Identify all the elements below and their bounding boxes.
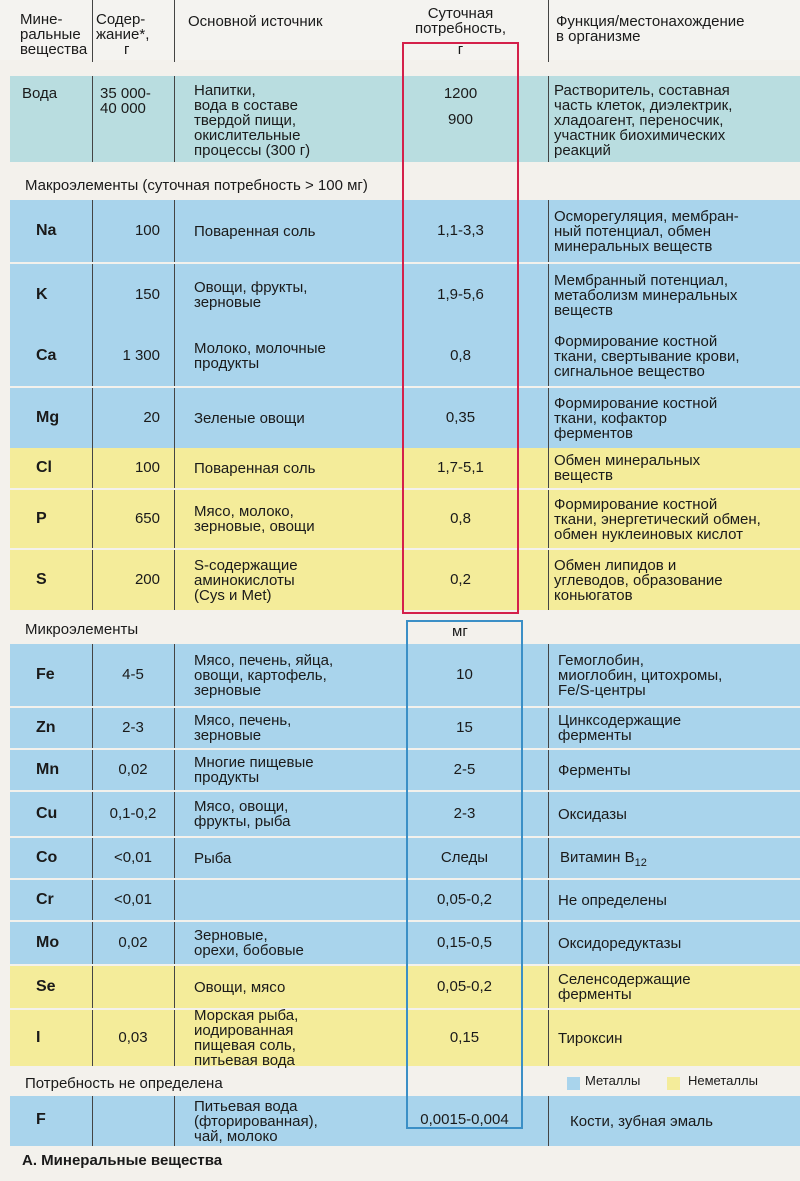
element-source: зерновые [194, 727, 262, 744]
element-symbol: Mn [36, 761, 60, 778]
element-function: ный потенциал, обмен [554, 223, 712, 240]
element-need: 0,35 [445, 409, 476, 426]
nonmetal-swatch [667, 1077, 680, 1090]
element-function: веществ [554, 302, 613, 319]
element-source: иодированная [194, 1022, 294, 1039]
water-function: Растворитель, составная [554, 82, 730, 99]
column-divider [548, 792, 549, 836]
header-col3: Основной источник [188, 13, 323, 30]
legend-metals: Металлы [585, 1073, 641, 1088]
column-divider [174, 550, 175, 610]
element-function: ткани, свертывание крови, [554, 348, 740, 365]
element-source: Рыба [194, 850, 232, 867]
element-function: Оксидоредуктазы [558, 935, 682, 952]
element-need: 0,8 [450, 347, 471, 364]
water-source: окислительные [194, 127, 301, 144]
element-content: 2-3 [122, 719, 144, 736]
element-content: 100 [134, 459, 160, 476]
undefined-title: Потребность не определена [25, 1075, 223, 1092]
element-source: (фторированная), [194, 1113, 318, 1130]
water-need: 1200 [443, 85, 478, 102]
element-need: 1,9-5,6 [437, 286, 484, 303]
column-divider [174, 490, 175, 548]
column-divider [548, 0, 549, 62]
water-need: 900 [447, 111, 474, 128]
element-symbol: S [36, 571, 47, 588]
element-symbol: K [36, 286, 48, 303]
element-content: 0,03 [118, 1029, 148, 1046]
element-source: Мясо, печень, яйца, [194, 652, 334, 669]
element-symbol: F [36, 1111, 46, 1128]
column-divider [174, 448, 175, 488]
header-col2: Содер- жание*, г [96, 11, 150, 58]
column-divider [174, 1010, 175, 1066]
column-divider [174, 750, 175, 790]
column-divider [174, 792, 175, 836]
column-divider [92, 1096, 93, 1146]
column-divider [174, 644, 175, 706]
element-content: 100 [134, 222, 160, 239]
column-divider [548, 490, 549, 548]
element-source: продукты [194, 769, 260, 786]
water-source: твердой пищи, [194, 112, 297, 129]
element-function: Кости, зубная эмаль [570, 1113, 713, 1130]
element-function: обмен нуклеиновых кислот [554, 526, 743, 543]
element-function: Ферменты [558, 762, 631, 779]
column-divider [174, 1096, 175, 1146]
water-name: Вода [22, 85, 58, 102]
element-function: ферментов [554, 425, 633, 442]
column-divider [548, 838, 549, 878]
element-need: 1,1-3,3 [437, 222, 484, 239]
element-need: 0,0015-0,004 [420, 1111, 509, 1128]
element-need: 0,2 [450, 571, 471, 588]
water-content: 35 000- [100, 85, 151, 102]
element-source: Овощи, фрукты, [194, 279, 308, 296]
element-source: Многие пищевые [194, 754, 314, 771]
water-source: процессы (300 г) [194, 142, 311, 159]
element-function: углеводов, образование [554, 572, 723, 589]
column-divider [548, 264, 549, 326]
column-divider [174, 200, 175, 262]
element-function: Цинксодержащие [558, 712, 682, 729]
element-source: (Cys и Met) [194, 587, 272, 604]
water-function: реакций [554, 142, 611, 159]
element-content: 200 [134, 571, 160, 588]
element-need: 2-3 [453, 805, 476, 822]
element-need: 0,15-0,5 [436, 934, 493, 951]
element-function: сигнальное вещество [554, 363, 705, 380]
element-function: Осморегуляция, мембран- [554, 208, 739, 225]
water-function: участник биохимических [554, 127, 726, 144]
element-content: 0,02 [118, 934, 148, 951]
element-source: S-содержащие [194, 557, 298, 574]
column-divider [174, 838, 175, 878]
element-function: Не определены [558, 892, 667, 909]
element-content: 0,02 [118, 761, 148, 778]
column-divider [548, 880, 549, 920]
element-symbol: Cl [36, 459, 52, 476]
element-need: Следы [440, 849, 489, 866]
column-divider [174, 388, 175, 448]
column-divider [174, 76, 175, 162]
element-function: ферменты [558, 986, 632, 1003]
element-function: миоглобин, цитохромы, [558, 667, 723, 684]
element-symbol: Mg [36, 409, 60, 426]
element-source: зерновые, овощи [194, 518, 315, 535]
element-content: 650 [134, 510, 160, 527]
column-divider [548, 922, 549, 964]
column-divider [548, 76, 549, 162]
element-function: Обмен минеральных [554, 452, 701, 469]
element-source: Овощи, мясо [194, 979, 286, 996]
element-function: Мембранный потенциал, [554, 272, 729, 289]
metal-swatch [567, 1077, 580, 1090]
column-divider [548, 326, 549, 386]
column-divider [92, 76, 93, 162]
element-source: пищевая соль, [194, 1037, 296, 1054]
element-function: Тироксин [558, 1030, 623, 1047]
column-divider [548, 966, 549, 1008]
element-source: зерновые [194, 682, 262, 699]
element-symbol: Se [36, 978, 56, 995]
element-function: Формирование костной [554, 496, 718, 513]
grams-need-highlight [402, 42, 519, 614]
column-divider [548, 1096, 549, 1146]
element-symbol: Mo [36, 934, 60, 951]
subscript-12: 12 [634, 857, 647, 869]
element-source: Поваренная соль [194, 223, 316, 240]
element-need: 0,15 [449, 1029, 480, 1046]
element-source: Мясо, овощи, [194, 798, 289, 815]
element-need: 15 [456, 719, 473, 736]
element-symbol: Cu [36, 805, 58, 822]
element-source: питьевая вода [194, 1052, 295, 1069]
element-need: 2-5 [453, 761, 476, 778]
column-divider [174, 922, 175, 964]
element-source: орехи, бобовые [194, 942, 304, 959]
element-function: коньюгатов [554, 587, 633, 604]
micro-unit: мг [452, 623, 468, 640]
element-source: овощи, картофель, [194, 667, 327, 684]
column-divider [174, 966, 175, 1008]
element-need: 0,8 [450, 510, 471, 527]
column-divider [174, 264, 175, 326]
element-symbol: Ca [36, 347, 57, 364]
element-symbol: I [36, 1029, 41, 1046]
header-col1: Мине- ральные вещества [20, 11, 88, 58]
element-source: зерновые [194, 294, 262, 311]
water-content: 40 000 [100, 100, 146, 117]
element-symbol: Co [36, 849, 58, 866]
element-function: Оксидазы [558, 806, 627, 823]
element-content: 1 300 [122, 347, 160, 364]
element-function: Формирование костной [554, 395, 718, 412]
element-symbol: Zn [36, 719, 56, 736]
column-divider [174, 880, 175, 920]
element-function: ферменты [558, 727, 632, 744]
element-source: Зерновые, [194, 927, 268, 944]
element-source: Молоко, молочные [194, 340, 326, 357]
element-content: <0,01 [114, 891, 152, 908]
column-divider [548, 550, 549, 610]
legend-nonmetals: Неметаллы [688, 1073, 758, 1088]
element-source: фрукты, рыба [194, 813, 291, 830]
element-source: чай, молоко [194, 1128, 278, 1145]
element-need: 10 [456, 666, 473, 683]
column-divider [548, 448, 549, 488]
element-function: Формирование костной [554, 333, 718, 350]
water-function: хладоагент, переносчик, [554, 112, 724, 129]
milligrams-need-highlight [406, 620, 523, 1129]
element-need: 1,7-5,1 [437, 459, 484, 476]
element-function: ткани, энергетический обмен, [554, 511, 761, 528]
element-source: аминокислоты [194, 572, 295, 589]
element-function: веществ [554, 467, 613, 484]
element-function: метаболизм минеральных [554, 287, 738, 304]
column-divider [174, 326, 175, 386]
element-need: 0,05-0,2 [436, 978, 493, 995]
element-source: Морская рыба, [194, 1007, 299, 1024]
element-function: Fe/S-центры [558, 682, 646, 699]
water-source: Напитки, [194, 82, 256, 99]
column-divider [174, 0, 175, 62]
element-symbol: Na [36, 222, 57, 239]
element-function: Витамин $B_{12}$ [560, 849, 647, 869]
column-divider [548, 708, 549, 748]
element-symbol: Fe [36, 666, 55, 683]
header-col5: Функция/местонахождение в организме [556, 13, 745, 45]
element-symbol: Cr [36, 891, 54, 908]
column-divider [548, 750, 549, 790]
element-source: Мясо, печень, [194, 712, 292, 729]
element-function: Гемоглобин, [558, 652, 644, 669]
element-content: <0,01 [114, 849, 152, 866]
column-divider [548, 388, 549, 448]
column-divider [548, 1010, 549, 1066]
element-function: ткани, кофактор [554, 410, 667, 427]
element-symbol: P [36, 510, 47, 527]
element-source: продукты [194, 355, 260, 372]
element-source: Мясо, молоко, [194, 503, 294, 520]
element-source: Питьевая вода [194, 1098, 298, 1115]
figure-caption: А. Минеральные вещества [22, 1152, 223, 1169]
column-divider [548, 644, 549, 706]
element-content: 150 [134, 286, 160, 303]
element-function: Селенсодержащие [558, 971, 691, 988]
macro-title: Макроэлементы (суточная потребность > 100 мг) [25, 177, 368, 194]
water-function: часть клеток, диэлектрик, [554, 97, 733, 114]
micro-title: Микроэлементы [25, 621, 139, 638]
column-divider [92, 0, 93, 62]
element-content: 20 [143, 409, 160, 426]
element-content: 4-5 [122, 666, 144, 683]
element-content: 0,1-0,2 [109, 805, 157, 822]
element-source: Зеленые овощи [194, 410, 305, 427]
column-divider [174, 708, 175, 748]
element-need: 0,05-0,2 [436, 891, 493, 908]
element-source: Поваренная соль [194, 460, 316, 477]
water-source: вода в составе [194, 97, 298, 114]
element-function: Обмен липидов и [554, 557, 677, 574]
column-divider [548, 200, 549, 262]
header-col4: Суточная потребность, г [414, 5, 507, 58]
element-function: минеральных веществ [554, 238, 713, 255]
column-divider [92, 966, 93, 1008]
